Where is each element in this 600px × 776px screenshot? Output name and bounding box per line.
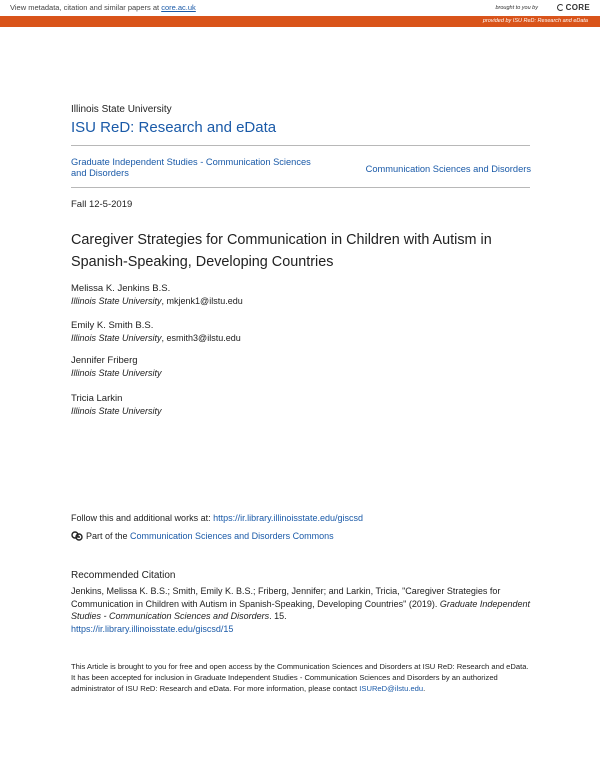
recommended-citation-heading: Recommended Citation <box>71 570 176 581</box>
author-block <box>71 283 243 307</box>
open-access-icon <box>71 530 83 542</box>
article-title: Caregiver Strategies for Communication in Children with Autism in Spanish-Speaking, Developing Countries <box>71 232 492 270</box>
series-link-department[interactable]: Communication Sciences and Disorders <box>365 164 531 174</box>
publication-date: Fall 12-5-2019 <box>71 199 133 210</box>
author-block <box>71 355 162 379</box>
core-logo-text: CORE <box>565 3 590 12</box>
part-of-line <box>71 530 334 542</box>
author-affiliation <box>71 332 241 344</box>
core-view-label: View metadata, citation and similar papers at <box>10 3 162 12</box>
author-name: Melissa K. Jenkins B.S. <box>71 283 171 294</box>
access-notice-end: . <box>423 684 426 693</box>
collection-link[interactable]: https://ir.library.illinoisstate.edu/giscsd <box>213 513 363 523</box>
core-logo[interactable] <box>557 3 590 12</box>
author-institution: Illinois State University <box>71 333 162 343</box>
author-affiliation <box>71 405 162 417</box>
citation-body: Jenkins, Melissa K. B.S.; Smith, Emily K. B.S.; Friberg, Jennifer; and Larkin, Tricia, "Caregiver Strategies for Communication in Children with Autism in Spanish-Speaking, Developing Countries" (2019). <box>71 586 501 609</box>
citation-text <box>71 585 533 635</box>
provider-bar <box>0 16 600 27</box>
core-view-text <box>10 3 196 12</box>
institution-name: Illinois State University <box>71 104 172 115</box>
citation-url[interactable]: https://ir.library.illinoisstate.edu/giscsd/15 <box>71 623 234 634</box>
repository-link[interactable]: ISU ReD: Research and eData <box>71 119 277 136</box>
author-affiliation <box>71 367 162 379</box>
divider-top <box>71 145 530 146</box>
series-link-graduate[interactable]: Graduate Independent Studies - Communication Sciences and Disorders <box>71 157 311 178</box>
author-institution: Illinois State University <box>71 406 162 416</box>
commons-link[interactable]: Communication Sciences and Disorders Commons <box>130 531 334 541</box>
access-notice <box>71 661 531 694</box>
follow-line <box>71 513 363 523</box>
follow-text: Follow this and additional works at: <box>71 513 214 523</box>
provided-by-text: provided by ISU ReD: Research and eData <box>482 17 588 24</box>
citation-series: Graduate Independent Studies - Communication Sciences and Disorders <box>71 598 530 621</box>
part-of-text: Part of the <box>86 531 131 541</box>
author-name: Tricia Larkin <box>71 393 123 404</box>
author-name: Emily K. Smith B.S. <box>71 320 154 331</box>
author-block <box>71 320 241 344</box>
author-institution: Illinois State University <box>71 296 162 306</box>
author-institution: Illinois State University <box>71 368 162 378</box>
author-affiliation <box>71 295 243 307</box>
author-email: , mkjenk1@ilstu.edu <box>161 296 243 306</box>
divider-bottom <box>71 187 530 188</box>
contact-email-link[interactable]: ISUReD@ilstu.edu <box>359 684 424 693</box>
author-name: Jennifer Friberg <box>71 355 138 366</box>
citation-number: . 15. <box>269 611 287 621</box>
author-email: , esmith3@ilstu.edu <box>161 333 241 343</box>
brought-to-you-text: brought to you by <box>495 5 538 11</box>
access-notice-text: This Article is brought to you for free and open access by the Communication Sciences and Disorders at ISU ReD: Research and eData. It has been accepted for inclusion in Graduate Independent Studies - Communication Sciences and Disorders by an authorized administrator of ISU ReD: Research and eData. For more information, please contact <box>71 662 529 693</box>
core-banner <box>0 0 600 16</box>
author-block <box>71 393 162 417</box>
core-link[interactable]: core.ac.uk <box>161 3 196 12</box>
core-logo-icon <box>557 4 564 11</box>
